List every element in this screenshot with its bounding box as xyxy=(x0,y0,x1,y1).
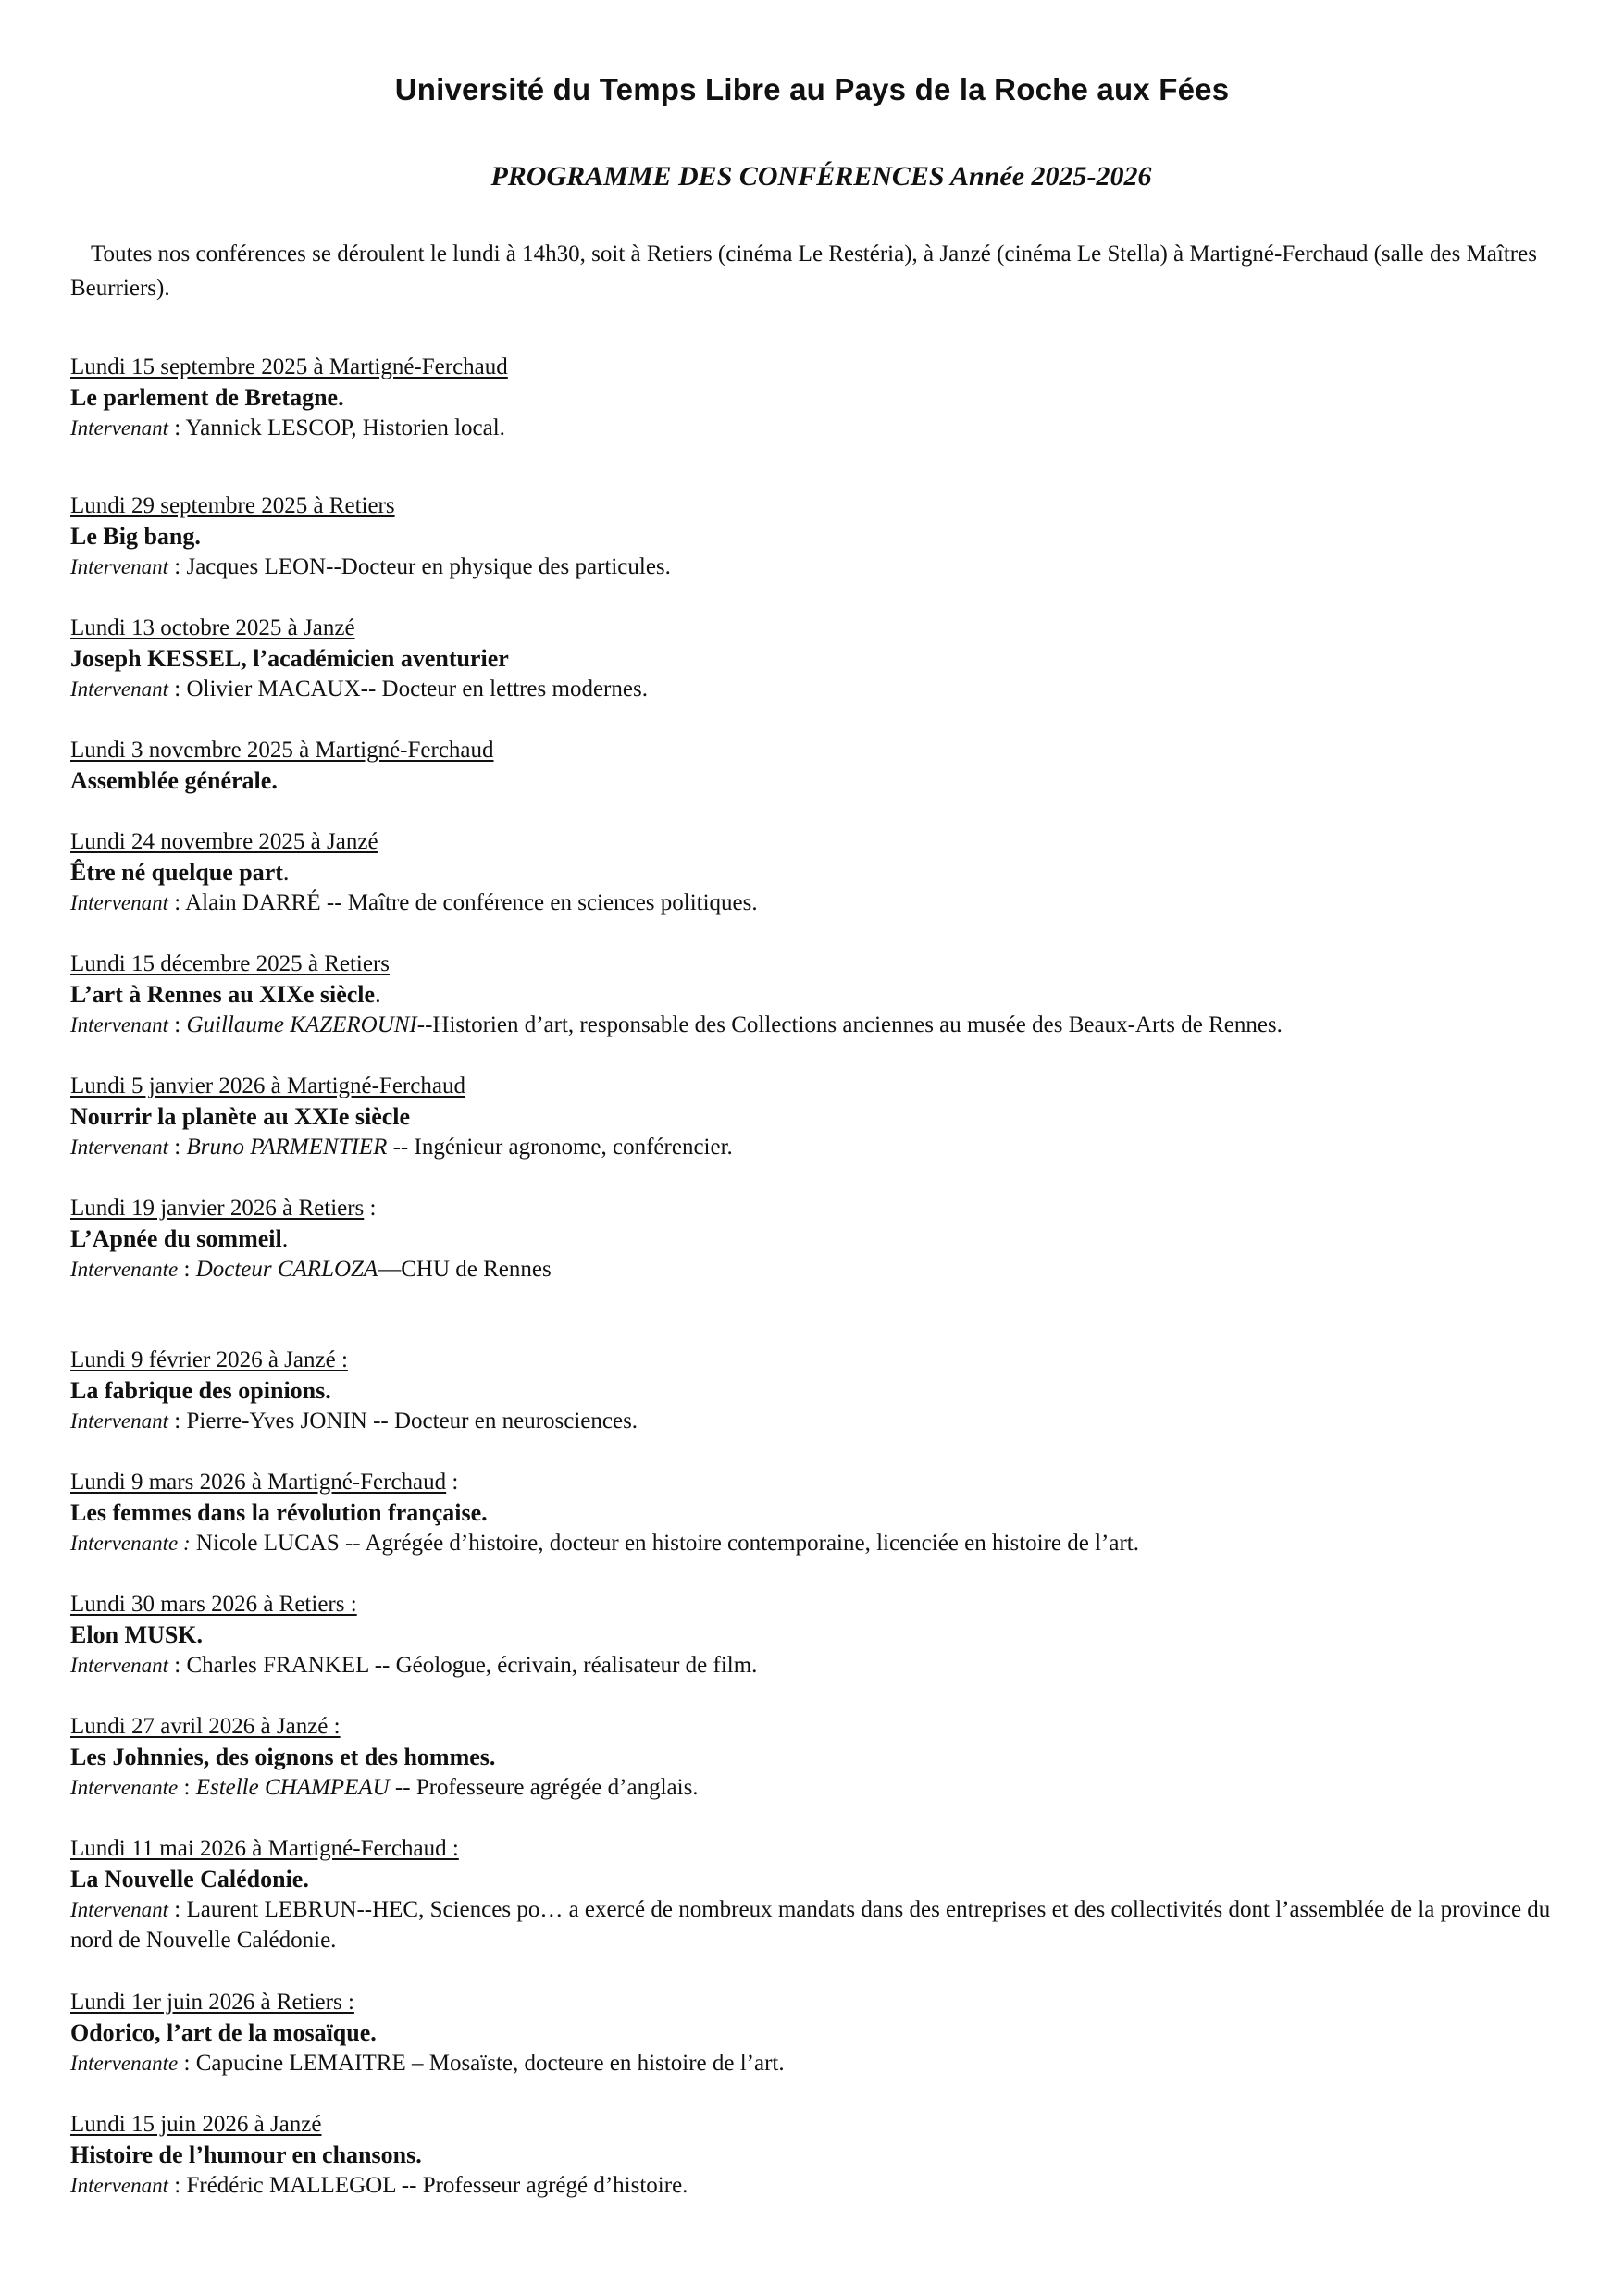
entry-date-suffix: : xyxy=(446,1470,459,1495)
entry-date-line xyxy=(70,735,1569,765)
entry-role-separator: : xyxy=(178,2051,196,2076)
entry-date-line xyxy=(70,2109,1569,2140)
entry-speaker: Nicole LUCAS -- Agrégée d’histoire, docteur en histoire contemporaine, licenciée en histoire de l’art. xyxy=(195,1531,1139,1556)
entry-date: Lundi 1er juin 2026 à Retiers : xyxy=(70,1990,354,2015)
conference-entry xyxy=(70,1193,1569,1285)
page-title: Université du Temps Libre au Pays de la Roche aux Fées xyxy=(394,72,1230,106)
entry-topic-line xyxy=(70,2140,1569,2170)
entry-topic-line xyxy=(70,1223,1569,1254)
entry-topic: Elon MUSK. xyxy=(70,1621,204,1648)
entry-speaker-line xyxy=(70,1528,1569,1558)
entry-date: Lundi 30 mars 2026 à Retiers : xyxy=(70,1592,357,1617)
conference-entry xyxy=(70,1711,1569,1803)
entry-date-line xyxy=(70,490,1569,521)
entry-date: Lundi 9 mars 2026 à Martigné-Ferchaud xyxy=(70,1470,447,1495)
conference-entry xyxy=(70,613,1569,704)
entry-topic-suffix: . xyxy=(281,1225,289,1252)
entry-date-line xyxy=(70,1833,1569,1864)
entry-speaker-italic: Guillaume KAZEROUNI xyxy=(186,1012,417,1037)
entry-speaker-line xyxy=(70,1894,1569,1955)
entry-topic: Les femmes dans la révolution française. xyxy=(70,1499,488,1526)
entry-date-line xyxy=(70,1193,1569,1223)
entry-date-line xyxy=(70,1071,1569,1101)
entry-date: Lundi 15 septembre 2025 à Martigné-Ferchaud xyxy=(70,354,508,379)
entry-role: Intervenant xyxy=(70,416,169,440)
entry-date-line xyxy=(70,613,1569,643)
entry-speaker: Charles FRANKEL -- Géologue, écrivain, réalisateur de film. xyxy=(186,1653,758,1678)
entry-topic-line xyxy=(70,1375,1569,1406)
entry-speaker-italic: Docteur CARLOZA xyxy=(195,1257,378,1282)
entry-date-line xyxy=(70,826,1569,857)
entry-topic-line xyxy=(70,765,1569,796)
entry-topic-line xyxy=(70,1864,1569,1894)
conference-entry xyxy=(70,490,1569,582)
entry-speaker-line xyxy=(70,1650,1569,1681)
entry-role: Intervenant xyxy=(70,2174,169,2197)
entry-speaker-line xyxy=(70,1132,1569,1162)
conference-entry xyxy=(70,949,1569,1040)
entry-speaker-line xyxy=(70,413,1569,443)
conference-entry xyxy=(70,1071,1569,1162)
entry-topic-line xyxy=(70,1101,1569,1132)
entry-speaker-italic: Bruno PARMENTIER xyxy=(186,1135,388,1160)
entry-role-separator: : xyxy=(178,1257,196,1282)
entry-topic-suffix: . xyxy=(282,859,290,886)
entry-date-line xyxy=(70,1711,1569,1742)
entry-topic: Histoire de l’humour en chansons. xyxy=(70,2141,422,2168)
entry-role-separator: : xyxy=(168,2173,187,2198)
entry-role: Intervenant xyxy=(70,891,169,914)
entry-date: Lundi 5 janvier 2026 à Martigné-Ferchaud xyxy=(70,1074,465,1098)
entry-speaker: Olivier MACAUX-- Docteur en lettres modernes. xyxy=(186,676,648,701)
entry-speaker-italic: Estelle CHAMPEAU xyxy=(195,1775,390,1800)
entry-date-line xyxy=(70,352,1569,382)
entry-date-line xyxy=(70,1987,1569,2017)
entry-role: Intervenant xyxy=(70,1409,169,1433)
entry-topic-suffix: . xyxy=(375,981,381,1008)
entry-speaker: Capucine LEMAITRE – Mosaïste, docteure en histoire de l’art. xyxy=(195,2051,785,2076)
entry-topic-line xyxy=(70,1620,1569,1650)
conference-entry xyxy=(70,2109,1569,2201)
entry-date: Lundi 29 septembre 2025 à Retiers xyxy=(70,493,395,518)
entry-role-separator: : xyxy=(168,1135,187,1160)
conference-entry xyxy=(70,1589,1569,1681)
entry-speaker-line xyxy=(70,1772,1569,1803)
entry-date: Lundi 13 octobre 2025 à Janzé xyxy=(70,615,355,640)
entry-topic-line xyxy=(70,521,1569,552)
entry-role: Intervenante xyxy=(70,2052,179,2075)
entry-speaker: -- Professeure agrégée d’anglais. xyxy=(389,1775,699,1800)
entry-speaker: Jacques LEON--Docteur en physique des particules. xyxy=(186,554,671,579)
entry-date: Lundi 9 février 2026 à Janzé : xyxy=(70,1347,348,1372)
program-subtitle: PROGRAMME DES CONFÉRENCES Année 2025-2026 xyxy=(490,161,1152,192)
entry-role-separator: : xyxy=(168,416,186,441)
entry-role: Intervenant xyxy=(70,1898,169,1921)
entry-topic: La Nouvelle Calédonie. xyxy=(70,1866,309,1893)
entry-date: Lundi 3 novembre 2025 à Martigné-Ferchaud xyxy=(70,738,494,763)
entry-topic: L’Apnée du sommeil xyxy=(70,1225,282,1252)
entry-topic: Le Big bang. xyxy=(70,523,201,550)
entry-topic-line xyxy=(70,2017,1569,2048)
entry-date: Lundi 11 mai 2026 à Martigné-Ferchaud : xyxy=(70,1836,459,1861)
entry-speaker: Yannick LESCOP, Historien local. xyxy=(185,416,505,441)
entry-speaker-line xyxy=(70,2170,1569,2201)
entry-speaker-line xyxy=(70,1254,1569,1285)
entry-speaker: —CHU de Rennes xyxy=(378,1257,552,1282)
entry-role-separator: : xyxy=(168,890,186,915)
entry-role: Intervenant xyxy=(70,1136,169,1159)
entry-role-separator: : xyxy=(178,1775,196,1800)
entry-date-suffix: : xyxy=(364,1196,377,1221)
entry-date: Lundi 19 janvier 2026 à Retiers xyxy=(70,1196,365,1221)
entry-role: Intervenante xyxy=(70,1258,179,1281)
entry-date: Lundi 24 novembre 2025 à Janzé xyxy=(70,829,378,854)
entry-role-separator: : xyxy=(168,1409,187,1433)
entry-role: Intervenant xyxy=(70,677,169,701)
entry-speaker: Laurent LEBRUN--HEC, Sciences po… a exercé de nombreux mandats dans des entreprises et des collectivités dont l’assemblée de la province du nord de Nouvelle Calédonie. xyxy=(70,1897,1551,1953)
conference-entry xyxy=(70,352,1569,443)
intro-paragraph: Toutes nos conférences se déroulent le lundi à 14h30, soit à Retiers (cinéma Le Restéria), à Janzé (cinéma Le Stella) à Martigné-Ferchaud (salle des Maîtres Beurriers). xyxy=(70,242,1537,301)
entry-date: Lundi 15 décembre 2025 à Retiers xyxy=(70,951,391,976)
entry-topic-line xyxy=(70,857,1569,887)
conference-entry xyxy=(70,735,1569,796)
entry-topic-line xyxy=(70,979,1569,1010)
entry-date-line xyxy=(70,949,1569,979)
entry-role: Intervenante xyxy=(70,1776,179,1799)
conference-entry xyxy=(70,1345,1569,1436)
entry-topic: Assemblée générale. xyxy=(70,767,278,794)
entry-speaker: Pierre-Yves JONIN -- Docteur en neurosciences. xyxy=(186,1409,638,1433)
entry-speaker-line xyxy=(70,552,1569,582)
entry-speaker-line xyxy=(70,674,1569,704)
entry-date-line xyxy=(70,1589,1569,1620)
entry-topic: Le parlement de Bretagne. xyxy=(70,384,344,411)
entry-topic-line xyxy=(70,1497,1569,1528)
entry-speaker-line xyxy=(70,887,1569,918)
entry-speaker-line xyxy=(70,2048,1569,2079)
entry-role-separator: : xyxy=(168,1897,187,1922)
entry-role-separator: : xyxy=(168,1653,187,1678)
entry-date-line xyxy=(70,1467,1569,1497)
conference-entry xyxy=(70,826,1569,918)
entry-role-separator: : xyxy=(168,676,187,701)
entry-speaker: -- Ingénieur agronome, conférencier. xyxy=(387,1135,733,1160)
conference-entry xyxy=(70,1467,1569,1558)
entry-speaker-line xyxy=(70,1406,1569,1436)
entry-topic: Odorico, l’art de la mosaïque. xyxy=(70,2019,377,2046)
entry-role: Intervenant xyxy=(70,1654,169,1677)
entry-topic: Nourrir la planète au XXIe siècle xyxy=(70,1103,411,1130)
entry-topic: La fabrique des opinions. xyxy=(70,1377,331,1404)
conference-entry xyxy=(70,1987,1569,2079)
entry-date: Lundi 15 juin 2026 à Janzé xyxy=(70,2112,322,2137)
entry-date: Lundi 27 avril 2026 à Janzé : xyxy=(70,1714,341,1739)
entry-topic: Les Johnnies, des oignons et des hommes. xyxy=(70,1744,496,1770)
conference-entry xyxy=(70,1833,1569,1955)
entry-speaker: --Historien d’art, responsable des Collections anciennes au musée des Beaux-Arts de Rennes. xyxy=(416,1012,1283,1037)
entry-role: Intervenant xyxy=(70,1013,169,1036)
entry-role-separator: : xyxy=(168,554,187,579)
entry-speaker: Alain DARRÉ -- Maître de conférence en sciences politiques. xyxy=(185,890,758,915)
entry-date-line xyxy=(70,1345,1569,1375)
entry-speaker: Frédéric MALLEGOL -- Professeur agrégé d’histoire. xyxy=(186,2173,688,2198)
entry-topic: Être né quelque part xyxy=(70,859,283,886)
entry-role: Intervenant xyxy=(70,555,169,578)
entry-topic-line xyxy=(70,382,1569,413)
entry-role: Intervenante : xyxy=(70,1532,191,1555)
entry-speaker-line xyxy=(70,1010,1569,1040)
entry-topic-line xyxy=(70,643,1569,674)
entry-role-separator: : xyxy=(168,1012,187,1037)
entry-topic: L’art à Rennes au XIXe siècle xyxy=(70,981,376,1008)
entry-topic-line xyxy=(70,1742,1569,1772)
entry-topic: Joseph KESSEL, l’académicien aventurier xyxy=(70,645,509,672)
